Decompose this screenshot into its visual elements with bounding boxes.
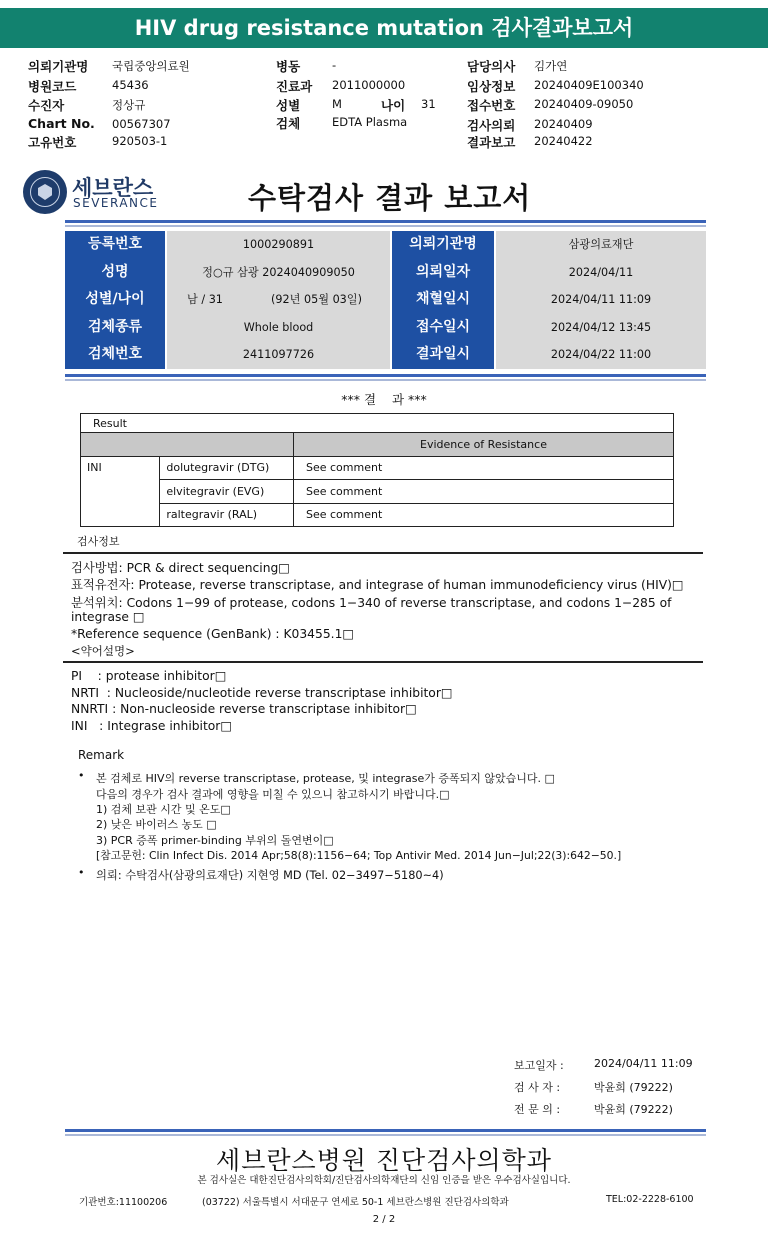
request-date-value: 2024/04/11 bbox=[496, 259, 706, 287]
sex-age-label: 성별/나이 bbox=[65, 286, 165, 314]
remark-item: 3) PCR 증폭 primer-binding 부위의 돌연변이□ bbox=[96, 834, 334, 847]
remark-reference: [참고문헌: Clin Infect Dis. 2014 Apr;58(8):1156−64; Top Antivir Med. 2014 Jun−Jul;22(3):642−50.] bbox=[96, 849, 622, 862]
name-value: 정○규 삼광 2024040909050 bbox=[167, 259, 390, 287]
report-date-label: 결과보고 bbox=[467, 135, 516, 150]
receipt-time-value: 2024/04/12 13:45 bbox=[496, 314, 706, 342]
remark-line: 다음의 경우가 검사 결과에 영향을 미칠 수 있으니 참고하시기 바랍니다.□ bbox=[96, 788, 450, 801]
birth-date-value: (92년 05월 03일) bbox=[271, 293, 362, 307]
report-date-value: 20240422 bbox=[534, 134, 593, 148]
chart-no-value: 00567307 bbox=[112, 117, 171, 131]
abbr-nrti: NRTI : Nucleoside/nucleotide reverse transcriptase inhibitor□ bbox=[71, 686, 453, 700]
divider bbox=[63, 552, 703, 554]
report-date-meta-value: 2024/04/11 11:09 bbox=[594, 1057, 693, 1070]
ward-value: - bbox=[332, 58, 337, 72]
clinical-info-label: 임상정보 bbox=[467, 79, 516, 94]
clinical-info-value: 20240409E100340 bbox=[534, 78, 644, 92]
sex-age-cell bbox=[167, 286, 390, 314]
divider bbox=[63, 661, 703, 663]
remark-item: 1) 검체 보관 시간 및 온도□ bbox=[96, 803, 231, 816]
doctor-label: 담당의사 bbox=[467, 59, 516, 74]
report-title: 수탁검사 결과 보고서 bbox=[248, 181, 532, 215]
result-heading: *** 결 과 *** bbox=[341, 392, 427, 407]
analysis-site: 분석위치: Codons 1−99 of protease, codons 1−340 of reverse transcriptase, and codons 1−285 of bbox=[71, 596, 672, 610]
drug-class-cell: INI bbox=[81, 456, 160, 527]
abbr-ini: INI : Integrase inhibitor□ bbox=[71, 719, 232, 733]
hospital-code-value: 45436 bbox=[112, 78, 149, 92]
tester-label: 검 사 자 : bbox=[514, 1081, 561, 1094]
logo-korean: 세브란스 bbox=[72, 176, 154, 200]
unique-no-label: 고유번호 bbox=[28, 135, 77, 150]
table-header-row bbox=[81, 433, 674, 457]
name-label: 성명 bbox=[65, 259, 165, 287]
receipt-time-label: 접수일시 bbox=[392, 314, 494, 342]
age-value: 31 bbox=[421, 97, 436, 111]
sex-age-value: 남 / 31 bbox=[187, 293, 223, 307]
abbr-pi: PI : protease inhibitor□ bbox=[71, 669, 227, 683]
header-blank-cell bbox=[81, 433, 294, 457]
report-title-bar: HIV drug resistance mutation 검사결과보고서 bbox=[0, 8, 768, 48]
hospital-label: 의뢰기관명 bbox=[28, 59, 89, 74]
divider bbox=[65, 220, 706, 223]
logo-english: SEVERANCE bbox=[73, 196, 159, 210]
receipt-no-label: 접수번호 bbox=[467, 98, 516, 113]
drug-name: raltegravir (RAL) bbox=[160, 503, 294, 527]
divider bbox=[65, 379, 706, 381]
yonsei-seal-icon bbox=[23, 170, 67, 214]
table-row bbox=[81, 503, 674, 527]
evidence-value: See comment bbox=[294, 456, 674, 480]
specimen-value: EDTA Plasma bbox=[332, 115, 408, 129]
result-table bbox=[80, 413, 674, 527]
collection-time-value: 2024/04/11 11:09 bbox=[496, 286, 706, 314]
sex-value: M bbox=[332, 97, 342, 111]
result-time-label: 결과일시 bbox=[392, 341, 494, 369]
divider bbox=[65, 225, 706, 227]
remark-label: Remark bbox=[78, 748, 125, 762]
specimen-no-label: 검체번호 bbox=[65, 341, 165, 369]
receipt-no-value: 20240409-09050 bbox=[534, 97, 634, 111]
department-value: 2011000000 bbox=[332, 78, 406, 92]
specimen-type-value: Whole blood bbox=[167, 314, 390, 342]
footer-address: (03722) 서울특별시 서대문구 연세로 50-1 세브란스병원 진단검사의학과 bbox=[202, 1197, 509, 1208]
analysis-site-continued: integrase □ bbox=[71, 610, 145, 624]
drug-name: dolutegravir (DTG) bbox=[160, 456, 294, 480]
requesting-org-value: 삼광의료재단 bbox=[496, 231, 706, 259]
tester-value: 박윤희 (79222) bbox=[594, 1081, 673, 1094]
remark-item: 2) 낮은 바이러스 농도 □ bbox=[96, 818, 217, 831]
footer-org-code: 기관번호:11100206 bbox=[79, 1197, 168, 1208]
request-date-label: 의뢰일자 bbox=[392, 259, 494, 287]
sex-label: 성별 bbox=[276, 98, 301, 113]
bullet-icon: • bbox=[78, 769, 85, 782]
request-date-value: 20240409 bbox=[534, 117, 593, 131]
result-time-value: 2024/04/22 11:00 bbox=[496, 341, 706, 369]
report-date-meta-label: 보고일자 : bbox=[514, 1059, 564, 1072]
test-info-label: 검사정보 bbox=[77, 535, 120, 548]
specimen-type-label: 검체종류 bbox=[65, 314, 165, 342]
drug-name: elvitegravir (EVG) bbox=[160, 480, 294, 504]
doctor-value: 김가연 bbox=[534, 59, 568, 73]
table-caption-row bbox=[81, 414, 674, 433]
test-method: 검사방법: PCR & direct sequencing□ bbox=[71, 561, 290, 575]
divider bbox=[65, 1134, 706, 1136]
target-gene: 표적유전자: Protease, reverse transcriptase, and integrase of human immunodeficiency virus (HIV)□ bbox=[71, 578, 684, 592]
divider bbox=[65, 374, 706, 377]
table-row bbox=[81, 480, 674, 504]
collection-time-label: 채혈일시 bbox=[392, 286, 494, 314]
registration-label: 등록번호 bbox=[65, 231, 165, 259]
specimen-label: 검체 bbox=[276, 116, 301, 131]
registration-value: 1000290891 bbox=[167, 231, 390, 259]
requesting-org-label: 의뢰기관명 bbox=[392, 231, 494, 259]
table-row bbox=[81, 456, 674, 480]
hospital-code-label: 병원코드 bbox=[28, 79, 77, 94]
remark-contact: 의뢰: 수탁검사(삼광의료재단) 지현영 MD (Tel. 02−3497−5180~4) bbox=[96, 869, 444, 882]
request-date-label: 검사의뢰 bbox=[467, 118, 516, 133]
specialist-label: 전 문 의 : bbox=[514, 1103, 561, 1116]
remark-line: 본 검체로 HIV의 reverse transcriptase, protease, 및 integrase가 증폭되지 않았습니다. □ bbox=[96, 772, 555, 785]
divider bbox=[65, 1129, 706, 1132]
evidence-value: See comment bbox=[294, 503, 674, 527]
footer-accreditation: 본 검사실은 대한진단검사의학회/진단검사의학재단의 신임 인증을 받은 우수검사실입니다. bbox=[197, 1175, 571, 1186]
footer-tel: TEL:02-2228-6100 bbox=[606, 1194, 694, 1205]
chart-no-label: Chart No. bbox=[28, 116, 95, 131]
footer-department: 세브란스병원 진단검사의학과 bbox=[216, 1146, 552, 1175]
abbr-nnrti: NNRTI : Non-nucleoside reverse transcriptase inhibitor□ bbox=[71, 702, 417, 716]
patient-label: 수진자 bbox=[28, 98, 65, 113]
unique-no-value: 920503-1 bbox=[112, 134, 168, 148]
specimen-no-value: 2411097726 bbox=[167, 341, 390, 369]
result-caption: Result bbox=[81, 414, 674, 433]
age-label: 나이 bbox=[381, 98, 406, 113]
ward-label: 병동 bbox=[276, 59, 301, 74]
evidence-value: See comment bbox=[294, 480, 674, 504]
department-label: 진료과 bbox=[276, 79, 313, 94]
abbreviation-label: <약어설명> bbox=[71, 644, 135, 658]
evidence-header: Evidence of Resistance bbox=[294, 433, 674, 457]
specialist-value: 박윤희 (79222) bbox=[594, 1103, 673, 1116]
page-number: 2 / 2 bbox=[372, 1214, 396, 1225]
reference-sequence: *Reference sequence (GenBank) : K03455.1□ bbox=[71, 627, 355, 641]
patient-value: 정상규 bbox=[112, 98, 146, 112]
hospital-value: 국립중앙의료원 bbox=[112, 59, 190, 73]
bullet-icon: • bbox=[78, 866, 85, 879]
